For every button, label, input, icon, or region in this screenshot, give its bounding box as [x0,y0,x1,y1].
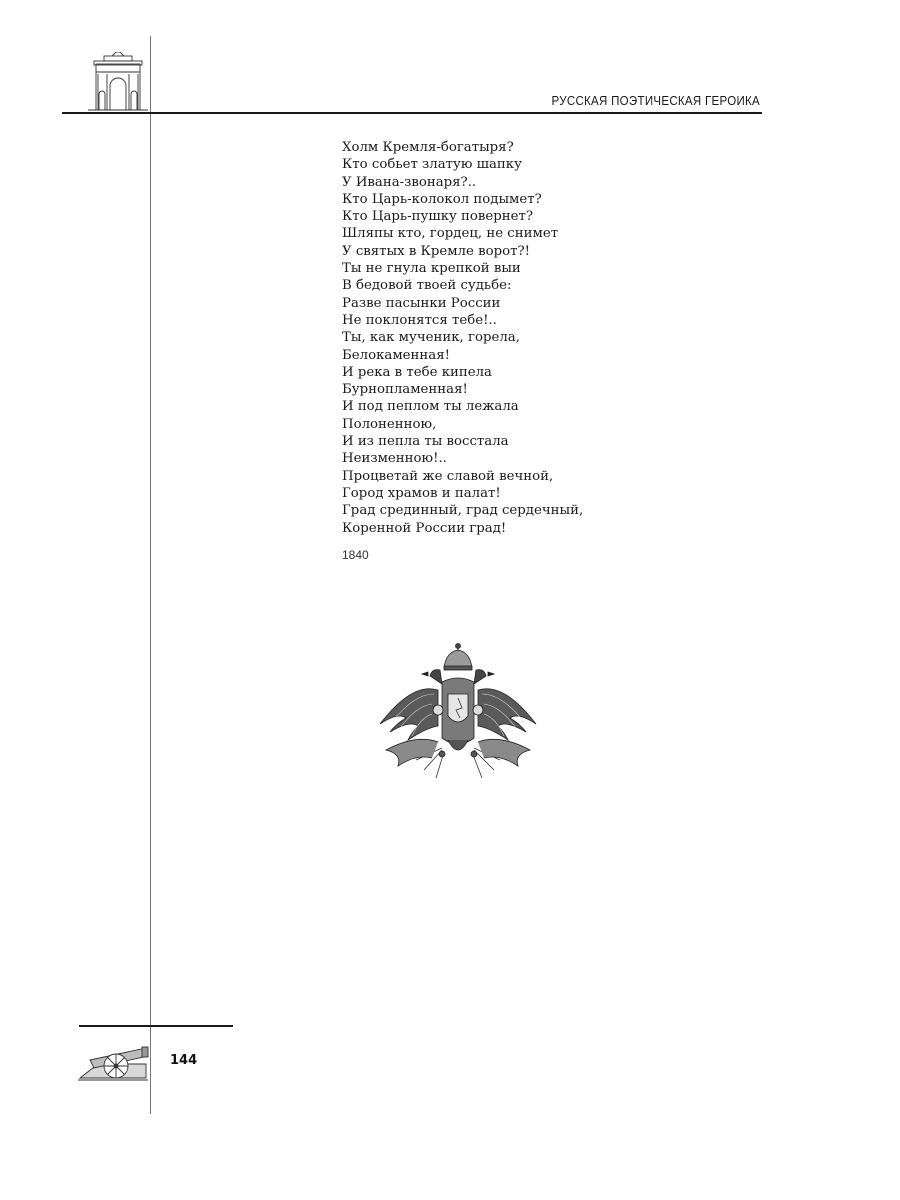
poem-line: В бедовой твоей судьбе: [342,278,512,294]
poem-line: Белокаменная! [342,347,450,363]
footer-rule [79,1025,233,1027]
page-number: 144 [170,1053,198,1068]
poem-line: Ты не гнула крепкой выи [342,261,521,277]
double-headed-eagle-coat-of-arms-icon [376,638,540,780]
poem-line: Холм Кремля-богатыря? [342,140,514,155]
poem-line: У святых в Кремле ворот?! [342,243,530,259]
poem-line: Коренной России град! [342,520,507,536]
poem-line: Процветай же славой вечной, [342,468,554,484]
margin-vertical-rule [150,36,151,1114]
poem-line: Неизменною!.. [342,451,447,467]
running-header-title: РУССКАЯ ПОЭТИЧЕСКАЯ ГЕРОИКА [551,95,760,109]
poem-text [342,139,583,537]
poem-line: Град срединный, град сердечный, [342,503,584,519]
poem-line: И из пепла ты восстала [342,434,509,450]
poem-line: Кто Царь-колокол подымет? [342,191,542,207]
poem-line: У Ивана-звонаря?.. [342,174,477,190]
poem-line: Город храмов и палат! [342,485,501,501]
poem-line: Шляпы кто, гордец, не снимет [342,226,559,242]
poem-year: 1840 [342,548,369,562]
poem-line: Разве пасынки России [342,295,501,311]
triumphal-arch-icon [86,52,150,112]
poem-line: И под пеплом ты лежала [342,399,519,415]
poem-line: Полоненною, [342,416,437,432]
poem-line: Не поклонятся тебе!.. [342,312,497,328]
cannon-icon [76,1038,150,1082]
poem-line: Кто собьет златую шапку [342,157,522,173]
poem-line: Кто Царь-пушку повернет? [342,209,534,225]
poem-line: Ты, как мученик, горела, [342,330,520,346]
poem-line: Бурнопламенная! [342,382,468,398]
poem-line: И река в тебе кипела [342,364,492,380]
header-rule [62,112,762,114]
